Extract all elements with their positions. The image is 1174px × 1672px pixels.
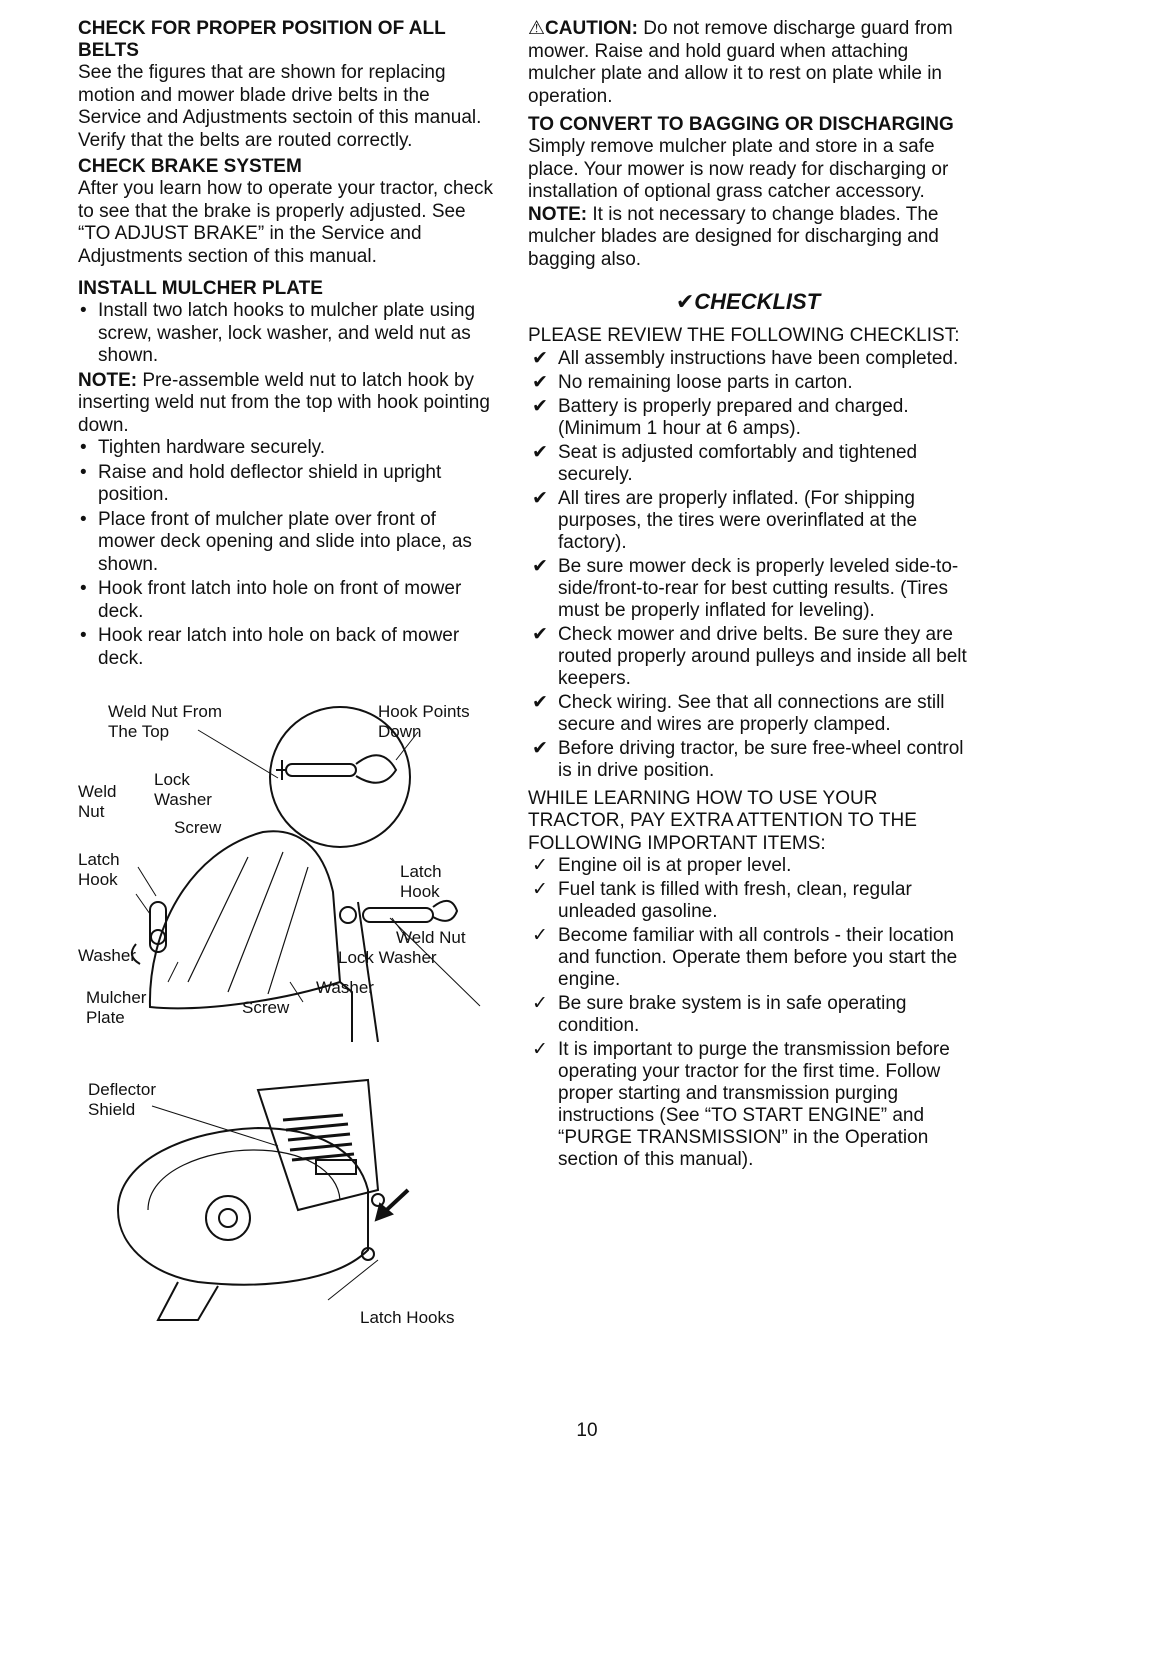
checkmark-icon: ✓ xyxy=(532,993,548,1014)
list-item: • Raise and hold deflector shield in upright position. xyxy=(78,462,498,507)
checkmark-icon: ✔ xyxy=(532,623,548,645)
list-item: • Hook front latch into hole on front of mower deck. xyxy=(78,578,498,623)
checkmark-icon: ✔ xyxy=(532,371,548,393)
convert-note xyxy=(528,204,968,272)
list-item: • Tighten hardware securely. xyxy=(78,437,498,460)
note-text: It is not necessary to change blades. The mulcher blades are designed for discharging and bagging also. xyxy=(528,203,939,270)
caution-label: CAUTION: xyxy=(545,18,638,39)
label-mulcher-plate: Mulcher Plate xyxy=(86,988,147,1027)
mulcher-note xyxy=(78,370,498,438)
label-latch-hook-left: Latch Hook xyxy=(78,850,120,889)
mulcher-bullets-a xyxy=(78,300,498,368)
label-weld-nut-from-top: Weld Nut From The Top xyxy=(108,702,222,741)
list-item: ✔ No remaining loose parts in carton. xyxy=(532,371,853,393)
list-item: • Place front of mulcher plate over front of mower deck opening and slide into place, as shown. xyxy=(78,509,498,577)
label-weld-nut-left: Weld Nut xyxy=(78,782,117,821)
right-column xyxy=(528,18,968,1173)
checkmark-icon: ✓ xyxy=(532,855,548,876)
label-screw-bottom: Screw xyxy=(242,998,290,1017)
list-item: ✔ All tires are properly inflated. (For shipping purposes, the tires were overinflated at the factory). xyxy=(532,487,918,553)
label-latch-hooks: Latch Hooks xyxy=(360,1308,455,1327)
label-lock-washer-top: Lock Washer xyxy=(154,770,212,809)
latch-hook-figure xyxy=(78,682,498,1042)
label-screw-top: Screw xyxy=(174,818,222,837)
label-weld-nut-right: Weld Nut xyxy=(396,928,466,947)
checklist-items xyxy=(528,348,968,782)
section-title-brake: CHECK BRAKE SYSTEM xyxy=(78,156,302,177)
label-washer-left: Washer xyxy=(78,946,136,965)
note-label: NOTE: xyxy=(528,203,588,225)
section-title-convert: TO CONVERT TO BAGGING OR DISCHARGING xyxy=(528,114,954,135)
warning-triangle-icon: ⚠ xyxy=(528,18,546,39)
section-body-brake: After you learn how to operate your tractor, check to see that the brake is properly adjusted. See “TO ADJUST BRAKE” in the Service and Adjustments section of this manual. xyxy=(78,178,494,267)
list-item: • Hook rear latch into hole on back of mower deck. xyxy=(78,625,498,670)
section-body-belts: See the figures that are shown for replacing motion and mower blade drive belts in the Service and Adjustments sectoin of this manual. Verify that the belts are routed correctly. xyxy=(78,62,482,151)
learning-intro: WHILE LEARNING HOW TO USE YOUR TRACTOR, PAY EXTRA ATTENTION TO THE FOLLOWING IMPORTANT ITEMS: xyxy=(528,787,917,854)
list-item: • Install two latch hooks to mulcher plate using screw, washer, lock washer, and weld nut as shown. xyxy=(78,300,498,368)
list-item: ✓ Engine oil is at proper level. xyxy=(532,855,792,876)
list-item: ✔ Check mower and drive belts. Be sure they are routed properly around pulleys and inside all belt keepers. xyxy=(532,623,967,689)
list-item: ✔ All assembly instructions have been completed. xyxy=(532,347,959,369)
list-item: ✔ Battery is properly prepared and charged. (Minimum 1 hour at 6 amps). xyxy=(532,395,909,439)
label-deflector-shield: Deflector Shield xyxy=(88,1080,157,1119)
caution-text: Do not remove discharge guard from mower. Raise and hold guard when attaching mulcher plate and allow it to rest on plate while in operation. xyxy=(528,18,953,107)
label-lock-washer-right: Lock Washer xyxy=(338,948,437,967)
list-item: ✔ Check wiring. See that all connections are still secure and wires are properly clamped. xyxy=(532,691,945,735)
checkmark-icon: ✔ xyxy=(532,737,548,759)
section-title-mulcher: INSTALL MULCHER PLATE xyxy=(78,278,323,299)
checkmark-icon: ✔ xyxy=(675,289,695,314)
label-hook-points-down: Hook Points Down xyxy=(378,702,470,741)
label-washer-right: Washer xyxy=(316,978,374,997)
section-body-convert: Simply remove mulcher plate and store in a safe place. Your mower is now ready for discharging or installation of optional grass catcher accessory. xyxy=(528,136,949,202)
list-item: ✔ Seat is adjusted comfortably and tightened securely. xyxy=(532,441,918,485)
mulcher-bullets-b xyxy=(78,437,498,670)
list-item: ✔ Be sure mower deck is properly leveled side-to-side/front-to-rear for best cutting results. (Tires must be properly inflated for leveling). xyxy=(532,555,959,621)
list-item: ✓ Fuel tank is filled with fresh, clean, regular unleaded gasoline. xyxy=(532,879,912,922)
label-latch-hook-right: Latch Hook xyxy=(400,862,442,901)
deck-figure xyxy=(78,1050,498,1330)
learning-items xyxy=(528,855,968,1171)
checklist-title: ✔CHECKLIST xyxy=(675,289,821,314)
note-text: Pre-assemble weld nut to latch hook by inserting weld nut from the top with hook pointing down. xyxy=(78,369,490,436)
list-item: ✔ Before driving tractor, be sure free-wheel control is in drive position. xyxy=(532,737,964,781)
note-label: NOTE: xyxy=(78,369,138,391)
checkmark-icon: ✓ xyxy=(532,925,548,946)
list-item: ✓ It is important to purge the transmission before operating your tractor for the first time. Follow proper starting and transmission purging instructions (See “TO START ENGINE” and “PURGE TRANSMISSION” in the Operation section of this manual). xyxy=(532,1039,950,1170)
checkmark-icon: ✔ xyxy=(532,347,548,369)
list-item: ✓ Become familiar with all controls - their location and function. Operate them before you start the engine. xyxy=(532,925,958,990)
page-number: 10 xyxy=(576,1420,598,1441)
caution-paragraph xyxy=(528,18,968,108)
checkmark-icon: ✔ xyxy=(532,441,548,463)
checkmark-icon: ✔ xyxy=(532,487,548,509)
list-item: ✓ Be sure brake system is in safe operating condition. xyxy=(532,993,907,1036)
section-title-belts: CHECK FOR PROPER POSITION OF ALL BELTS xyxy=(78,18,446,61)
left-column xyxy=(78,18,498,1330)
checkmark-icon: ✔ xyxy=(532,555,548,577)
checkmark-icon: ✔ xyxy=(532,395,548,417)
checkmark-icon: ✓ xyxy=(532,879,548,900)
checklist-intro: PLEASE REVIEW THE FOLLOWING CHECKLIST: xyxy=(528,325,960,346)
checkmark-icon: ✔ xyxy=(532,691,548,713)
checkmark-icon: ✓ xyxy=(532,1039,548,1060)
